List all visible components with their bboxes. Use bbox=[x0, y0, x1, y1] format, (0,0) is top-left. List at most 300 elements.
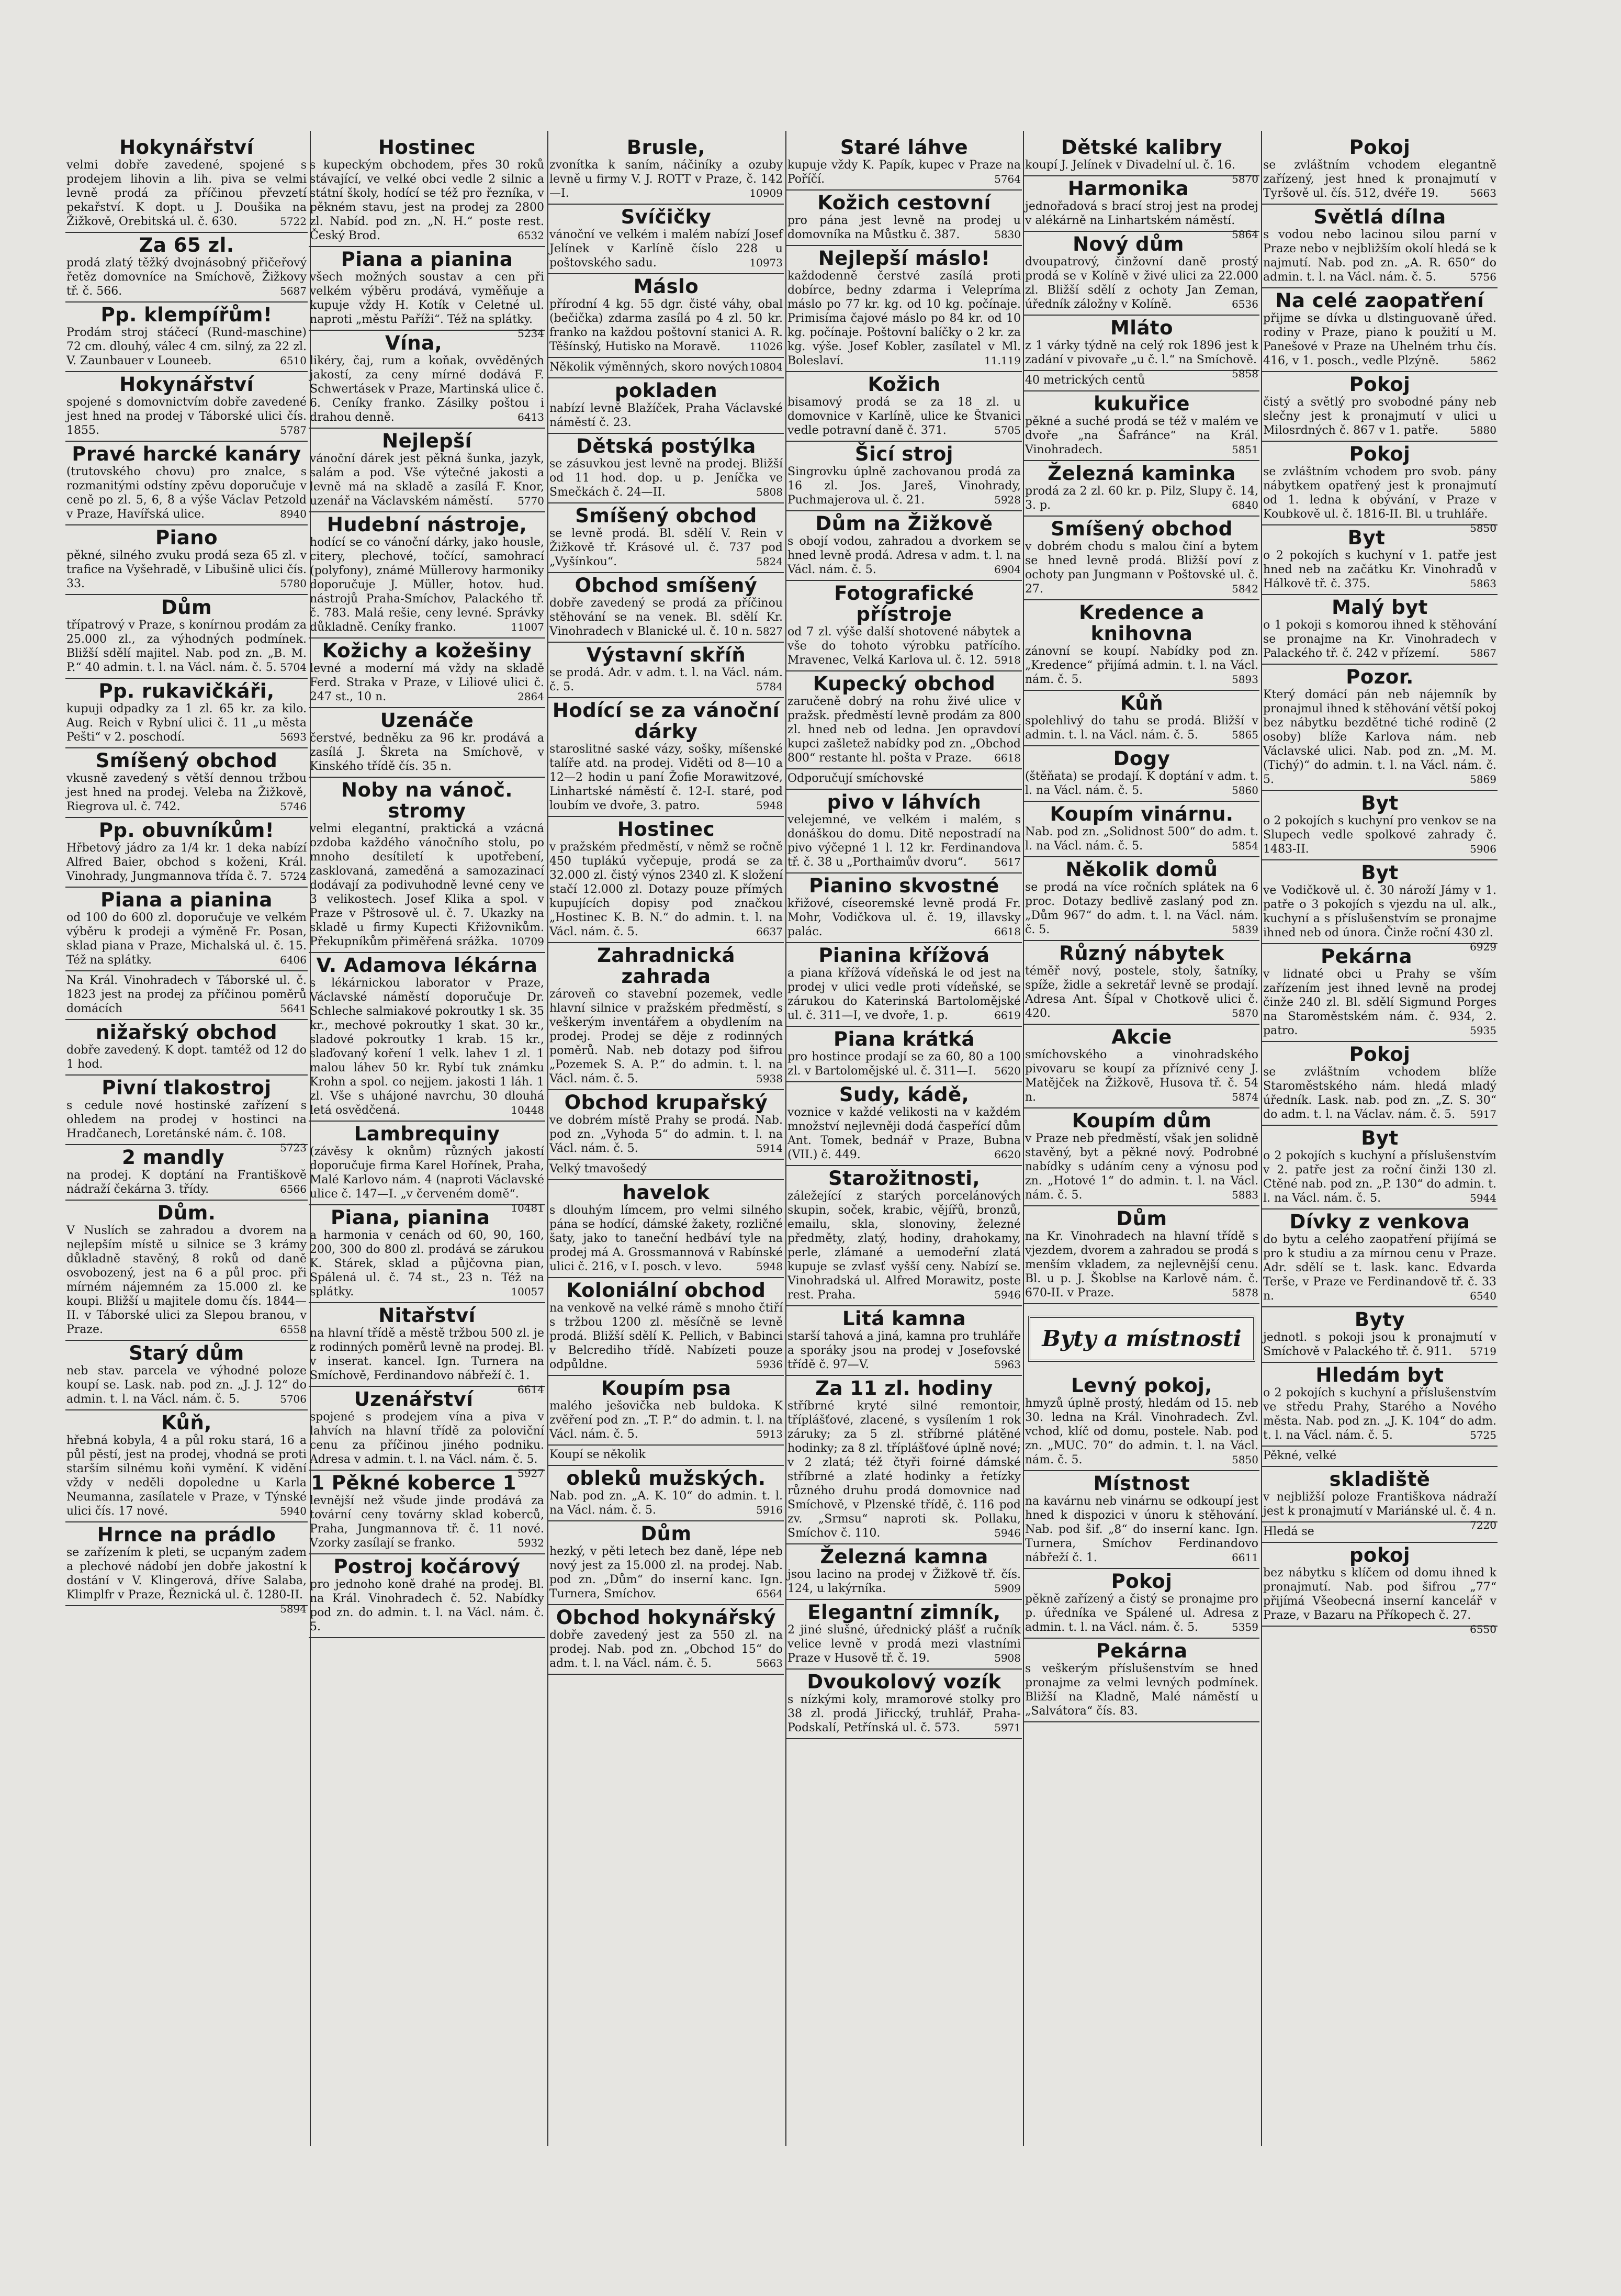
classified-ad bbox=[65, 1203, 308, 1341]
ad-body-text: Hřbetový jádro za 1/4 kr. 1 deka nabízí Alfred Baier, obchod s koženi, Král. Vinohrady, Jungmannova třída č. 7. bbox=[66, 842, 307, 883]
classified-ad bbox=[548, 1607, 784, 1675]
ad-heading: Pp. obuvníkům! bbox=[98, 819, 275, 842]
ad-text bbox=[787, 158, 1021, 186]
ad-heading: pivo v láhvích bbox=[827, 791, 982, 813]
ad-text bbox=[1263, 1065, 1496, 1122]
ad-heading: pokladen bbox=[614, 379, 718, 402]
ad-heading: Koupím vinárnu. bbox=[1050, 803, 1234, 825]
ad-body-text: staroslitné saské vázy, sošky, míšenské talíře atd. na prodej. Viděti od 8—10 a 12—2 hodin u paní Žofie Morawitzové, Linhartské náměstí č. 12-I. staré, pod loubím ve dvoře, 3. patro. bbox=[549, 743, 783, 812]
ad-text bbox=[1025, 1396, 1258, 1467]
ad-number: 6413 bbox=[517, 411, 544, 423]
ad-text bbox=[787, 813, 1021, 869]
ad-number: 5756 bbox=[1470, 271, 1496, 283]
ad-column-4 bbox=[786, 137, 1022, 2142]
ad-number: 5234 bbox=[517, 327, 544, 340]
ad-number: 6540 bbox=[1470, 1290, 1496, 1302]
ad-body-text: zánovní se koupí. Nabídky pod zn. „Kredence“ přijímá admin. t. l. na Václ. nám. č. 5. bbox=[1025, 645, 1258, 686]
ad-text bbox=[310, 270, 544, 340]
ad-heading: Byt bbox=[1347, 527, 1386, 549]
ad-body-text: pěkné a suché prodá se též v malém ve dvoře „na Šafránce“ na Král. Vinohradech. bbox=[1025, 415, 1258, 456]
ad-body-text: přijme se dívka u dlstinguovaně úřed. rodiny v Praze, piano k použití u M. Panešové v Praze na Uhelném trhu čís. 416, v 1. posch., vedle Plzýně. bbox=[1263, 312, 1496, 367]
ad-heading: Dvoukolový vozík bbox=[807, 1671, 1001, 1693]
ad-text bbox=[549, 1628, 783, 1671]
ad-text bbox=[66, 911, 307, 967]
ad-number: 5893 bbox=[1232, 673, 1258, 686]
ad-text bbox=[310, 1228, 544, 1299]
ad-heading: Lambrequiny bbox=[354, 1123, 500, 1145]
ad-heading: Pianina křížová bbox=[818, 944, 990, 967]
classified-ad bbox=[65, 137, 308, 233]
classified-ad bbox=[1262, 528, 1498, 595]
ad-heading: Smíšený obchod bbox=[95, 749, 278, 772]
ad-body-text: levnější než všude jinde prodává za tovární ceny továrny sklad koberců, Praha, Jungmannova tř. č. 11 nové. Vzorky zasílají se franko. bbox=[310, 1494, 544, 1550]
ad-text bbox=[549, 840, 783, 939]
classified-ad bbox=[65, 1343, 308, 1410]
ad-body-text: dobře zavedený se prodá za příčinou stěhování se na venek. Bl. sdělí Kr. Vinohradech v Blanické ul. č. 10 n. bbox=[549, 597, 783, 638]
ad-heading: Za 65 zl. bbox=[139, 234, 234, 256]
ad-text bbox=[1263, 1566, 1496, 1636]
ad-body-text: Velký tmavošedý bbox=[549, 1162, 647, 1175]
ad-body-text: s nízkými koly, mramorové stolky pro 38 zl. prodá Jiřiccký, truhlář, Praha-Podskalí, Petřínská ul. č. 573. bbox=[787, 1693, 1021, 1734]
ad-body-text: třípatrový v Praze, s konírnou prodám za 25.000 zl., za výhodných podmínek. Bližší sdělí majitel. Nab. pod zn. „B. M. P.“ 40 admin. t. l. na Václ. nám. č. 5. bbox=[66, 619, 307, 674]
ad-body-text: o 2 pokojích s kuchyní pro venkov se na Slupech vedle spolkové zahrady č. 1483-II. bbox=[1263, 814, 1496, 856]
ad-text bbox=[310, 452, 544, 508]
ad-body-text: v nejbližší poloze Františkova nádraží jest k pronajmutí v Mariánské ul. č. 4 n. bbox=[1263, 1491, 1496, 1518]
ad-number: 5948 bbox=[756, 799, 783, 812]
ad-text bbox=[549, 596, 783, 639]
ad-body-text: malého ješovička neb buldoka. K zvěření pod zn. „T. P.“ do admin. t. l. na Václ. nám. č. 5. bbox=[549, 1399, 783, 1441]
ad-body-text: dobře zavedený. K dopt. tamtéž od 12 do 1 hod. bbox=[66, 1044, 307, 1071]
ad-heading: Na celé zaopatření bbox=[1275, 289, 1484, 312]
ad-heading: havelok bbox=[622, 1181, 710, 1204]
ad-text bbox=[787, 1189, 1021, 1302]
ad-text bbox=[66, 973, 307, 1016]
ad-heading: Litá kamna bbox=[842, 1307, 966, 1330]
classified-ad bbox=[1024, 748, 1259, 802]
classified-ad bbox=[65, 1077, 308, 1154]
ad-text bbox=[787, 465, 1021, 507]
ad-text bbox=[66, 1224, 307, 1337]
classified-ad bbox=[309, 431, 545, 512]
ad-body-text: Pěkné, velké bbox=[1263, 1449, 1337, 1462]
ad-number: 6904 bbox=[994, 563, 1021, 576]
ad-heading: Pokoj bbox=[1349, 373, 1411, 396]
ad-number: 10481 bbox=[511, 1202, 544, 1214]
ad-number: 6564 bbox=[756, 1587, 783, 1600]
classified-ad bbox=[548, 207, 784, 274]
ad-body-text: velmi elegantní, praktická a vzácná ozdoba každého vánočního stolu, po mnoho desítiletí k upotřebení, zasklovaná, zameděná a samozazinací dodávají za podivuhodně levné ceny ve 3 velikostech. Josef Klika a spol. v Praze v Pštrosově ul. č. 7. Ukazky na skladě u firmy Kupecti Křižovnikům. Překupníkům přiměřená srážka. bbox=[310, 822, 544, 948]
ad-body-text: pro pána jest levně na prodej u domovníka na Můstku č. 387. bbox=[787, 214, 1021, 241]
ad-number: 5860 bbox=[1232, 784, 1258, 797]
ad-number: 11026 bbox=[749, 340, 783, 353]
ad-heading: Byty bbox=[1354, 1308, 1405, 1331]
ad-number: 5917 bbox=[1470, 1108, 1496, 1121]
ad-heading: Dům na Žižkově bbox=[815, 512, 993, 535]
classified-ad bbox=[1262, 1044, 1498, 1126]
ad-heading: Akcie bbox=[1111, 1026, 1172, 1048]
ad-text bbox=[1263, 618, 1496, 660]
classified-ad bbox=[548, 1092, 784, 1160]
ad-number: 5936 bbox=[756, 1358, 783, 1371]
ad-number: 5850 bbox=[1232, 1453, 1258, 1466]
ad-text bbox=[549, 297, 783, 354]
classified-ad bbox=[65, 444, 308, 525]
ad-number: 6558 bbox=[280, 1323, 307, 1336]
ad-body-text: velejemné, ve velkém i malém, s donáškou do domu. Ditě nepostradí na pivo výčepné 1 l. 12 kr. Ferdinandova tř. č. 38 u „Porthaimův dvoru“. bbox=[787, 813, 1021, 869]
ad-number: 5746 bbox=[280, 800, 307, 813]
ad-body-text: spojené s prodejem vína a piva v lahvích na hlavní třídě za poloviční cenu za příčinou jiného podniku. Adresa v admin. t. l. na Václ. nám. č. 5. bbox=[310, 1410, 544, 1466]
ad-body-text: Který domácí pán neb nájemník by pronajmul ihned k stěhování větší pokoj bez nábytku bezdětné tiché rodině (2 osoby) blíže Karlova nám. neb Václavské ulici. Nab. pod zn. „M. M. (Tichý)“ do admin. t. l. na Václ. nám. č. 5. bbox=[1263, 688, 1496, 786]
ad-body-text: pro hostince prodají se za 60, 80 a 100 zl. v Bartolomějské ul. č. 311—I. bbox=[787, 1050, 1021, 1078]
ad-text bbox=[66, 1433, 307, 1518]
classified-ad bbox=[548, 1468, 784, 1521]
ad-text bbox=[1263, 1490, 1496, 1531]
ad-number: 5842 bbox=[1232, 583, 1258, 595]
ad-heading: Místnost bbox=[1093, 1472, 1190, 1495]
ad-heading: Pokoj bbox=[1111, 1570, 1173, 1593]
ad-number: 5719 bbox=[1470, 1345, 1496, 1358]
ad-body-text: neb stav. parcela ve výhodné poloze koupí se. Lask. nab. pod zn. „J. J. 12“ do admin. t. l. na Václ. nám. č. 5. bbox=[66, 1364, 307, 1406]
ad-text bbox=[1263, 1386, 1496, 1442]
ad-body-text: se prodá na více ročních splátek na 6 proc. Dotazy bedlivě zaslaný pod zn. „Dům 967“ do adm. t. l. na Václ. nám. č. 5. bbox=[1025, 881, 1258, 936]
ad-body-text: hmyzů úplně prostý, hledám od 15. neb 30. ledna na Král. Vinohradech. Zvl. vchod, klíč od domu, postele. Nab. pod zn. „MUC. 70“ do admin. t. l. na Václ. nám. č. 5. bbox=[1025, 1397, 1258, 1466]
ad-heading: Hledám byt bbox=[1315, 1364, 1444, 1386]
ad-text bbox=[1263, 688, 1496, 787]
ad-text bbox=[1025, 415, 1258, 457]
ad-text bbox=[1025, 1229, 1258, 1300]
ad-body-text: se zařízením k pleti, se ucpaným zadem a plechové nádobí jen dobře jakostní k dostání v V. Klingerová, dříve Salaba, Klimplfr v Praze, Řeznická ul. č. 1280-II. bbox=[66, 1546, 307, 1601]
classified-ad bbox=[65, 305, 308, 372]
ad-number: 6618 bbox=[994, 752, 1021, 764]
classified-ad bbox=[1024, 943, 1259, 1025]
ad-text bbox=[787, 395, 1021, 438]
ad-number: 5913 bbox=[756, 1428, 783, 1440]
ad-heading: Šicí stroj bbox=[855, 443, 953, 465]
ad-number: 5971 bbox=[994, 1721, 1021, 1734]
ad-text bbox=[1025, 880, 1258, 937]
classified-ad bbox=[1262, 1212, 1498, 1307]
ad-text bbox=[1263, 228, 1496, 284]
ad-text bbox=[1263, 814, 1496, 856]
ad-body-text: se zvláštním vchodem blíže Staroměstského nám. hledá mladý úředník. Lask. nab. pod zn. „Z. S. 30“ do adm. t. l. na Václav. nám. č. 5. bbox=[1263, 1066, 1496, 1121]
ad-heading: Pokoj bbox=[1349, 137, 1411, 159]
ad-heading: Piana a pianina bbox=[341, 248, 513, 271]
ad-text bbox=[66, 702, 307, 744]
classified-ad bbox=[65, 1413, 308, 1522]
ad-text bbox=[549, 360, 783, 374]
ad-body-text: čistý a světlý pro svobodné pány neb slečny jest k pronajmutí v ulici u Milosrdných č. 867 v 1. patře. bbox=[1263, 396, 1496, 437]
classified-ad bbox=[1262, 1468, 1498, 1531]
ad-text bbox=[549, 1448, 783, 1462]
classified-ad bbox=[786, 583, 1022, 671]
ad-text bbox=[310, 1145, 544, 1214]
ad-body-text: levné a moderní má vždy na skladě Ferd. Straka v Praze, v Liliové ulici č. 247 st., 10 n. bbox=[310, 662, 544, 703]
ad-heading: Malý byt bbox=[1332, 596, 1428, 619]
ad-heading: Hostinec bbox=[378, 137, 476, 159]
ad-text bbox=[549, 401, 783, 430]
ad-number: 5784 bbox=[756, 680, 783, 693]
ad-body-text: s kupeckým obchodem, přes 30 roků stávající, ve velké obci vedle 2 silnic a státní školy, hodící se též pro řezníka, v pěkném stavu, jest na prodej za 2800 zl. Nabíd. pod zn. „N. H.“ poste rest. Český Brod. bbox=[310, 159, 544, 242]
ad-body-text: vánoční ve velkém i malém nabízí Josef Jelínek v Karlíně číslo 228 u poštovského sadu. bbox=[549, 228, 783, 270]
classified-ad bbox=[1024, 602, 1259, 691]
classified-ad bbox=[1262, 374, 1498, 442]
ad-body-text: do bytu a celého zaopatření přijímá se pro k studiu a za mírnou cenu v Praze. Adr. sdělí se t. lask. kanc. Edvarda Terše, v Praze ve Ferdinandově tř. č. 33 n. bbox=[1263, 1233, 1496, 1303]
ad-body-text: vkusně zavedený s větší dennou tržbou jest hned na prodej. Veleba na Žižkově, Riegrova ul. č. 742. bbox=[66, 772, 307, 813]
classified-ad bbox=[1024, 804, 1259, 857]
ad-number: 6532 bbox=[517, 229, 544, 242]
ad-heading: Kožichy a kožešiny bbox=[322, 640, 532, 662]
ad-number: 5725 bbox=[1470, 1429, 1496, 1441]
classified-ad bbox=[1262, 1128, 1498, 1209]
ad-number: 10909 bbox=[749, 187, 783, 199]
ad-text bbox=[310, 731, 544, 774]
classified-ad bbox=[786, 771, 1022, 790]
classified-ad bbox=[309, 1473, 545, 1554]
classified-ad bbox=[1262, 1544, 1498, 1636]
ad-body-text: od 7 zl. výše další shotovené nábytek a vše do tohoto výrobku patřícího. Mravenec, Velká Karlova ul. č. 12. bbox=[787, 625, 1021, 667]
ad-text bbox=[310, 662, 544, 704]
classified-ad bbox=[309, 248, 545, 340]
ad-heading: Starý dům bbox=[129, 1342, 244, 1364]
ad-number: 5862 bbox=[1470, 354, 1496, 367]
ad-body-text: zároveň co stavební pozemek, vedle hlavní silnice v pražském předměstí, s veškerým inventářem a obydlením na prodej. Prodej se děje z rodinných poměrů. Nab. neb dotazy pod šifrou „Pozemek S. A. P.“ do admin. t. l. na Václ. nám. č. 5. bbox=[549, 988, 783, 1085]
ad-heading: Obchod krupařský bbox=[564, 1091, 768, 1114]
ad-number: 6618 bbox=[994, 925, 1021, 938]
ad-text bbox=[310, 158, 544, 243]
ad-text bbox=[310, 976, 544, 1117]
ad-column-3 bbox=[548, 137, 784, 2142]
classified-ad bbox=[1262, 443, 1498, 534]
ad-number: 5359 bbox=[1232, 1621, 1258, 1633]
ad-body-text: likéry, čaj, rum a koňak, ovvěděných jakostí, za ceny mírné dodává F. Schwertásek v Praze, Martinská ulice č. 6. Ceníky franko. Zásilky poštou i drahou denně. bbox=[310, 354, 544, 424]
ad-heading: pokoj bbox=[1349, 1544, 1411, 1566]
ad-body-text: jednořadová s brací stroj jest na prodej v alékárně na Linhartském náměstí. bbox=[1025, 200, 1258, 227]
ad-number: 6550 bbox=[1470, 1623, 1496, 1636]
ad-body-text: Nab. pod zn. „A. K. 10“ do admin. t. l. na Václ. nám. č. 5. bbox=[549, 1489, 783, 1517]
ad-heading: Výstavní skříň bbox=[586, 644, 746, 666]
ad-heading: Koupím dům bbox=[1072, 1110, 1212, 1132]
ad-number: 5620 bbox=[994, 1065, 1021, 1077]
ad-text bbox=[787, 695, 1021, 765]
classified-ad bbox=[786, 1029, 1022, 1082]
section-banner: Byty a místnosti bbox=[1028, 1316, 1255, 1362]
ad-number: 5880 bbox=[1470, 424, 1496, 436]
ad-number: 6510 bbox=[280, 354, 307, 367]
classified-ad bbox=[65, 597, 308, 679]
ad-heading: Starožitnosti, bbox=[828, 1167, 981, 1190]
classified-ad bbox=[1024, 1641, 1259, 1722]
ad-number: 5850 bbox=[1470, 522, 1496, 534]
ad-heading: Fotografické přístroje bbox=[834, 582, 974, 625]
ad-body-text: (závěsy k oknům) různých jakostí doporučuje firma Karel Hořínek, Praha, Malé Karlovo nám. 4 (naproti Václavské ulice č. 147—I. „v červeném domě“. bbox=[310, 1145, 544, 1201]
ad-heading: Hokynářství bbox=[119, 373, 254, 396]
ad-number: 5946 bbox=[994, 1527, 1021, 1539]
classified-ad bbox=[1262, 207, 1498, 288]
ad-body-text: od 100 do 600 zl. doporučuje ve velkém výběru k prodeji a výměně Fr. Posan, sklad piana v Praze, Michalská ul. č. 15. Též na splátky. bbox=[66, 911, 307, 967]
classified-ad bbox=[1262, 667, 1498, 791]
ad-heading: Pokoj bbox=[1349, 443, 1411, 465]
ad-number: 8940 bbox=[280, 508, 307, 520]
ad-body-text: smíchovského a vinohradského pivovaru se koupí za příznivé ceny J. Matějček na Žižkově, Husova tř. č. 54 n. bbox=[1025, 1048, 1258, 1104]
ad-heading: Elegantní zimník, bbox=[807, 1601, 1001, 1623]
ad-body-text: v lidnaté obci u Prahy se vším zařízením jest ihned levně na prodej činže 240 zl. Bl. sdělí Sigmund Porges na Staroměstském nám. č. 934, 2. patro. bbox=[1263, 968, 1496, 1037]
ad-heading: Kredence a knihovna bbox=[1079, 601, 1205, 645]
ad-heading: Železná kamna bbox=[820, 1545, 988, 1568]
ad-text bbox=[1025, 644, 1258, 687]
ad-number: 10057 bbox=[511, 1285, 544, 1298]
ad-number: 5946 bbox=[994, 1289, 1021, 1301]
ad-heading: Dům bbox=[1116, 1207, 1167, 1230]
ad-text bbox=[1263, 1525, 1496, 1539]
classified-ad bbox=[1262, 290, 1498, 372]
ad-text bbox=[787, 897, 1021, 939]
ad-body-text: starší tahová a jiná, kamna pro truhláře a sporáky jsou na prodej v Josefovské třídě č. 97—V. bbox=[787, 1330, 1021, 1371]
ad-body-text: 2 jiné slušné, úřednický plášť a ručník velice levně v prodá mezi vlastními Praze v Husově tř. č. 19. bbox=[787, 1623, 1021, 1665]
ad-number: 10448 bbox=[511, 1104, 544, 1116]
ad-body-text: každodenně čerstvé zasílá proti dobírce, bedny zdarma i Velepríma máslo po 77 kr. kg. od 10 kg. počínaje. Primisíma čajové máslo po 84 kr. od 10 kg. počínaje. Poštovní balíčky o 2 kr. za kg. výše. Josef Kobler, zasílatel v Ml. Boleslaví. bbox=[787, 270, 1021, 367]
ad-heading: Kůň bbox=[1120, 692, 1164, 714]
ad-number: 5858 bbox=[1232, 367, 1258, 380]
classified-ad bbox=[786, 193, 1022, 246]
ad-number: 6929 bbox=[1470, 940, 1496, 953]
ad-number: 5723 bbox=[280, 1141, 307, 1154]
ad-text bbox=[1263, 465, 1496, 534]
classified-ad bbox=[309, 641, 545, 708]
ad-number: 11.119 bbox=[984, 354, 1021, 367]
classified-ad bbox=[1024, 1111, 1259, 1206]
ad-heading: Pekárna bbox=[1321, 945, 1412, 968]
ad-body-text: se prodá. Adr. v adm. t. l. na Václ. nám. č. 5. bbox=[549, 666, 783, 693]
ad-text bbox=[310, 1494, 544, 1550]
ad-number: 5963 bbox=[994, 1358, 1021, 1371]
ad-text bbox=[310, 1577, 544, 1634]
ad-heading: Pravé harcké kanáry bbox=[72, 443, 301, 465]
ad-heading: Postroj kočárový bbox=[333, 1555, 521, 1578]
classified-ad bbox=[786, 374, 1022, 442]
classified-ad bbox=[1024, 1473, 1259, 1569]
classified-ad bbox=[65, 820, 308, 888]
ad-heading: Piana, pianina bbox=[330, 1206, 490, 1229]
ad-body-text: dvoupatrový, činžovní daně prostý prodá se v Kolíně v živé ulici za 22.000 zl. Bližší sdělí z ochoty Jan Zeman, úředník záložny v Kolíně. bbox=[1025, 255, 1258, 311]
ad-body-text: z 1 várky týdně na celý rok 1896 jest k zadání v pivovaře „u č. l.“ na Smíchově. bbox=[1025, 339, 1258, 366]
ad-text bbox=[549, 1489, 783, 1517]
classified-ad bbox=[1262, 1365, 1498, 1447]
ad-body-text: Několik výměnných, skoro nových bbox=[549, 361, 749, 374]
ad-number: 5908 bbox=[994, 1652, 1021, 1664]
ad-heading: Dogy bbox=[1113, 747, 1170, 770]
ad-number: 5780 bbox=[280, 577, 307, 590]
ad-body-text: s cedule nové hostinské zařízení s ohledem na prodej v hostinci na Hradčanech, Loretánské nám. č. 108. bbox=[66, 1099, 307, 1140]
classified-ad bbox=[65, 1147, 308, 1201]
ad-text bbox=[787, 1050, 1021, 1078]
ad-body-text: prodá za 2 zl. 60 kr. p. Pilz, Slupy č. 14, 3. p. bbox=[1025, 485, 1258, 512]
ad-heading: Zahradnická zahrada bbox=[597, 944, 735, 988]
ad-text bbox=[1025, 1494, 1258, 1565]
classified-ad bbox=[548, 819, 784, 943]
ad-number: 5663 bbox=[756, 1657, 783, 1670]
classified-ad bbox=[786, 444, 1022, 511]
ad-text bbox=[310, 1326, 544, 1396]
ad-body-text: ve dobrém místě Prahy se prodá. Nab. pod zn. „Vyhoda 5“ do admin. t. l. na Václ. nám. č. 5. bbox=[549, 1114, 783, 1155]
ad-body-text: Singrovku úplně zachovanou prodá za 16 zl. Jos. Jareš, Vinohrady, Puchmajerova ul. č. 21. bbox=[787, 465, 1021, 507]
ad-heading: Kožich cestovní bbox=[817, 192, 991, 214]
ad-text bbox=[66, 1099, 307, 1154]
classified-ad bbox=[65, 1524, 308, 1615]
ad-number: 5869 bbox=[1470, 773, 1496, 786]
ad-text bbox=[1263, 1330, 1496, 1359]
ad-text bbox=[787, 1329, 1021, 1372]
classified-ad bbox=[65, 374, 308, 442]
ad-body-text: nabízí levně Blažíček, Praha Václavské náměstí č. 23. bbox=[549, 402, 783, 429]
ad-number: 5704 bbox=[280, 661, 307, 674]
classified-ad bbox=[786, 876, 1022, 943]
ad-number: 5864 bbox=[1232, 228, 1258, 241]
ad-text bbox=[549, 1113, 783, 1156]
ad-heading: Pozor. bbox=[1346, 666, 1414, 688]
ad-number: 5641 bbox=[280, 1002, 307, 1015]
ad-number: 6840 bbox=[1232, 499, 1258, 511]
ad-number: 5722 bbox=[280, 215, 307, 228]
ad-heading: Levný pokoj, bbox=[1071, 1374, 1212, 1397]
ad-body-text: jsou lacino na prodej v Žižkově tř. čís. 124, u lakýrníka. bbox=[787, 1568, 1021, 1595]
classified-ad bbox=[786, 513, 1022, 581]
ad-number: 5808 bbox=[756, 486, 783, 498]
ad-body-text: na kavárnu neb vinárnu se odkoupí jest hned k dispozici v únoru k stěhování. Nab. pod šif. „8“ do inserní kanc. Ign. Turnera, Smíchov Ferdinandovo nábřeží č. 1. bbox=[1025, 1495, 1258, 1564]
ad-heading: Za 11 zl. hodiny bbox=[815, 1377, 993, 1399]
ad-text bbox=[549, 1399, 783, 1441]
ad-heading: Byt bbox=[1361, 1127, 1399, 1149]
ad-body-text: v dobrém chodu s malou činí a bytem se hned levně prodá. Bližší poví z ochoty pan Jungmann v Poštovské ul. č. 27. bbox=[1025, 540, 1258, 596]
classified-ad bbox=[548, 276, 784, 358]
ad-body-text: Koupí se několik bbox=[549, 1448, 646, 1461]
classified-ad bbox=[548, 1448, 784, 1466]
ad-text bbox=[549, 1162, 783, 1176]
classified-ad bbox=[1262, 1309, 1498, 1363]
classified-ad bbox=[1024, 137, 1259, 185]
ad-heading: obleků mužských. bbox=[566, 1467, 766, 1489]
ad-text bbox=[66, 618, 307, 675]
ad-number: 6566 bbox=[280, 1183, 307, 1195]
classified-ad bbox=[309, 1123, 545, 1214]
ad-text bbox=[787, 1105, 1021, 1162]
ad-heading: Noby na vánoč. stromy bbox=[341, 779, 513, 822]
ad-heading: 2 mandly bbox=[122, 1146, 224, 1169]
ad-text bbox=[1025, 1592, 1258, 1634]
classified-ad bbox=[1262, 137, 1498, 205]
ad-number: 5827 bbox=[756, 625, 783, 637]
classified-ad bbox=[786, 1308, 1022, 1376]
ad-body-text: dobře zavedený jest za 550 zl. na prodej. Nab. pod zn. „Obchod 15“ do adm. t. l. na Václ. nám. č. 5. bbox=[549, 1629, 783, 1670]
classified-ad bbox=[786, 1547, 1022, 1600]
ad-body-text: v Praze neb předměstí, však jen solidně stavěný, byt a pěkné nový. Podrobné nabídky s udáním ceny a výnosu pod zn. „Hotové 1“ do admin. t. l. na Václ. nám. č. 5. bbox=[1025, 1132, 1258, 1202]
ad-body-text: přírodní 4 kg. 55 dgr. čisté váhy, obal (bečička) zdarma zasílá po 4 zl. 50 kr. franko na každou poštovní stanici A. R. Těšínský, Hutisko na Moravě. bbox=[549, 298, 783, 353]
ad-body-text: V Nuslích se zahradou a dvorem na nejlepším místě u silnice se 3 krámy důkladně stavěný, 8 roků od daně osvobozený, jest na 6 a půl proc. při mírném nájemném za 15.000 zl. ke koupi. Bližší u majitele domu čís. 1844—II. v Táborské ulici za Slepou branou, v Praze. bbox=[66, 1224, 307, 1336]
ad-heading: Dětské kalibry bbox=[1061, 137, 1222, 159]
ad-body-text: 40 metrických centů bbox=[1025, 374, 1145, 387]
ad-heading: Máslo bbox=[633, 275, 699, 298]
ad-heading: Mláto bbox=[1110, 317, 1174, 339]
classified-ad bbox=[65, 528, 308, 595]
ad-heading: kukuřice bbox=[1094, 393, 1190, 415]
ad-text bbox=[549, 158, 783, 200]
ad-body-text: vánoční dárek jest pěkná šunka, jazyk, salám a pod. Vše výtečné jakosti a levně má na skladě a zasílá F. Knor, uzenář na Václavském náměstí. bbox=[310, 452, 544, 508]
classified-ad bbox=[65, 973, 308, 1020]
ad-text bbox=[1025, 825, 1258, 853]
ad-text bbox=[549, 742, 783, 813]
ad-number: 5883 bbox=[1232, 1189, 1258, 1201]
classified-ad bbox=[309, 1556, 545, 1638]
ad-number: 5940 bbox=[280, 1505, 307, 1517]
